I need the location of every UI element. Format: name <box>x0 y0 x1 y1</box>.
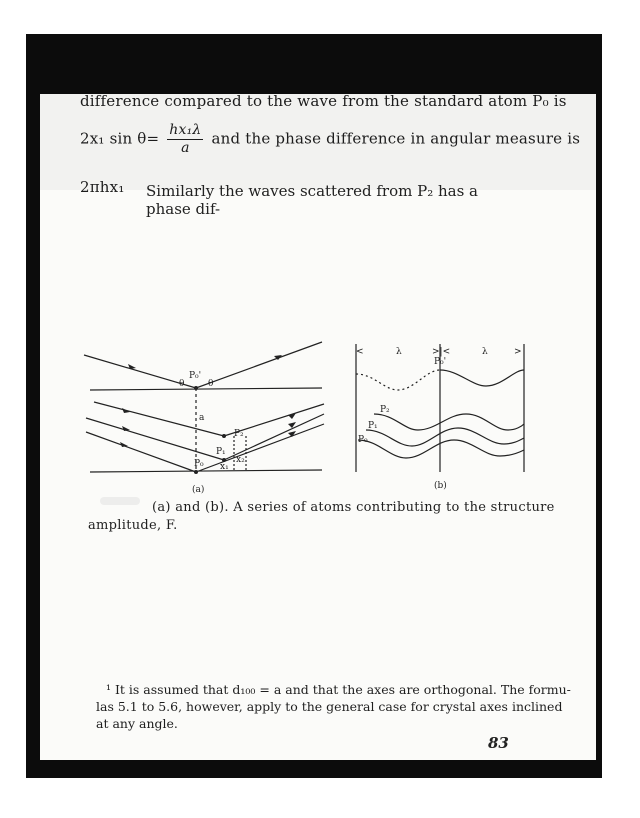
arrow-icon <box>122 426 130 431</box>
plane-bottom <box>90 470 322 472</box>
label-panel-a: (a) <box>192 485 205 495</box>
label-p0-prime: P₀' <box>189 371 202 381</box>
body-line-3-cut: Similarly the waves scattered from P₂ has a phase dif- <box>146 182 478 218</box>
label-p2: P₂ <box>234 429 244 439</box>
atom-p0 <box>194 470 198 474</box>
plane-top <box>90 388 322 390</box>
label-p1-b: P₁ <box>368 421 378 431</box>
body-line-2 <box>80 122 580 157</box>
figure-caption-line-2: amplitude, F. <box>88 518 178 533</box>
reflected-ray-1 <box>196 342 322 388</box>
body-line-3-prefix: 2πhx₁ <box>80 178 125 196</box>
bracket-right: > <box>514 347 522 357</box>
footnote-line-2: las 5.1 to 5.6, however, apply to the general case for crystal axes inclined <box>96 699 563 714</box>
label-lambda-1: λ <box>396 347 402 357</box>
label-p1: P₁ <box>216 447 226 457</box>
label-theta-2: θ <box>208 379 214 389</box>
incident-ray-2 <box>94 402 224 436</box>
wave-solid-0 <box>440 370 524 386</box>
label-p0: P₀ <box>194 459 204 469</box>
bracket-mid: >|< <box>432 347 451 357</box>
body-line-1: difference compared to the wave from the standard atom P₀ is <box>80 92 567 110</box>
label-lambda-2: λ <box>482 347 488 357</box>
fraction-numerator: hx₁λ <box>169 122 202 138</box>
label-p0-prime-b: P₀' <box>434 357 447 367</box>
equation-fraction <box>167 122 203 157</box>
wave-p0 <box>358 440 524 458</box>
footnote-line-1: ¹ It is assumed that d₁₀₀ = a and that the axes are orthogonal. The formu- <box>106 682 571 697</box>
figure-caption-line-1: (a) and (b). A series of atoms contributing to the structure <box>152 500 555 515</box>
scan-smudge <box>100 497 140 505</box>
wave-p2 <box>374 414 524 430</box>
diffraction-figure <box>74 330 544 500</box>
label-x2: x₂ <box>236 455 245 465</box>
bracket-left-1: < <box>356 347 364 357</box>
equation-prefix: 2x₁ sin θ= <box>80 129 160 148</box>
label-spacing-a: a <box>199 413 205 423</box>
footnote-line-3: at any angle. <box>96 716 178 731</box>
wave-dotted <box>356 370 440 390</box>
equation-suffix: and the phase difference in angular measure is <box>211 129 581 148</box>
atom-p0-prime <box>194 386 198 390</box>
label-panel-b: (b) <box>434 481 447 491</box>
incident-ray-4 <box>86 432 196 472</box>
label-theta-1: θ <box>179 379 185 389</box>
label-x1: x₁ <box>220 462 229 472</box>
atom-p1 <box>222 434 226 438</box>
label-p2-b: P₂ <box>380 405 390 415</box>
label-p0-b: P₀ <box>358 435 368 445</box>
arrow-icon <box>288 431 296 437</box>
fraction-denominator: a <box>181 140 190 156</box>
wave-p1 <box>366 428 524 446</box>
page-number: 83 <box>488 734 509 752</box>
